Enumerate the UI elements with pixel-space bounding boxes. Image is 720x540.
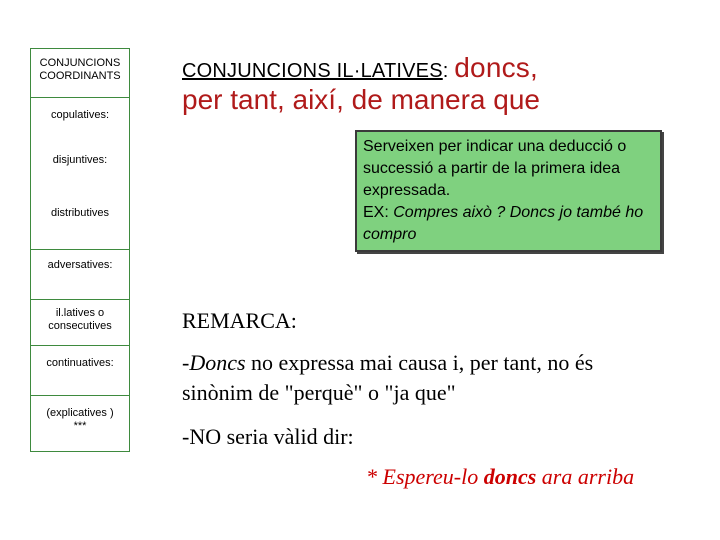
nav-item-disjuntives[interactable]: disjuntives: xyxy=(52,154,108,166)
definition-callout xyxy=(355,130,662,252)
title-colon: : xyxy=(442,60,449,82)
callout-text: Serveixen per indicar una deducció o successió a partir de la primera idea expressada. xyxy=(363,138,627,199)
remarca-not-valid: -NO seria vàlid dir: xyxy=(182,424,354,449)
nav-item-copulatives[interactable]: copulatives: xyxy=(50,109,110,121)
example-text: * Espereu-lo xyxy=(366,464,484,489)
remarca-line1-rest: no expressa mai causa i, per tant, no és xyxy=(245,350,594,375)
title-red-line1: doncs, xyxy=(454,52,538,83)
nav-divider xyxy=(31,299,129,300)
remarca-body xyxy=(182,348,593,408)
remarca-line2: sinònim de "perquè" o "ja que" xyxy=(182,380,456,405)
nav-item-explicatives-mark: *** xyxy=(73,420,87,432)
remarca-wrong-example xyxy=(366,464,634,490)
remarca-heading: REMARCA: xyxy=(182,308,297,333)
example-doncs-word: doncs xyxy=(483,464,537,489)
nav-divider xyxy=(31,249,129,250)
nav-item-adversatives[interactable]: adversatives: xyxy=(47,259,113,271)
title-prefix: CONJUNCIONS IL·LATIVES xyxy=(182,60,443,82)
nav-divider xyxy=(31,395,129,396)
nav-item-illatives[interactable]: il.latives o consecutives xyxy=(48,307,112,332)
callout-example-label: EX: xyxy=(363,204,394,221)
remarca-doncs-word: Doncs xyxy=(189,350,246,375)
title-red-line2: per tant, així, de manera que xyxy=(182,84,540,115)
nav-heading-coordinants[interactable]: CONJUNCIONS COORDINANTS xyxy=(39,57,121,82)
nav-divider xyxy=(31,97,129,98)
nav-item-distributives[interactable]: distributives xyxy=(50,207,110,219)
page-title xyxy=(182,52,538,84)
conjunctions-nav-box xyxy=(30,48,130,452)
callout-example-text: Compres això ? Doncs jo també ho compro xyxy=(363,204,644,243)
nav-item-explicatives[interactable]: (explicatives ) xyxy=(46,407,114,419)
nav-item-continuatives[interactable]: continuatives: xyxy=(46,357,114,369)
nav-divider xyxy=(31,345,129,346)
example-rest: ara arriba xyxy=(536,464,635,489)
remarca-dash: - xyxy=(182,350,190,375)
